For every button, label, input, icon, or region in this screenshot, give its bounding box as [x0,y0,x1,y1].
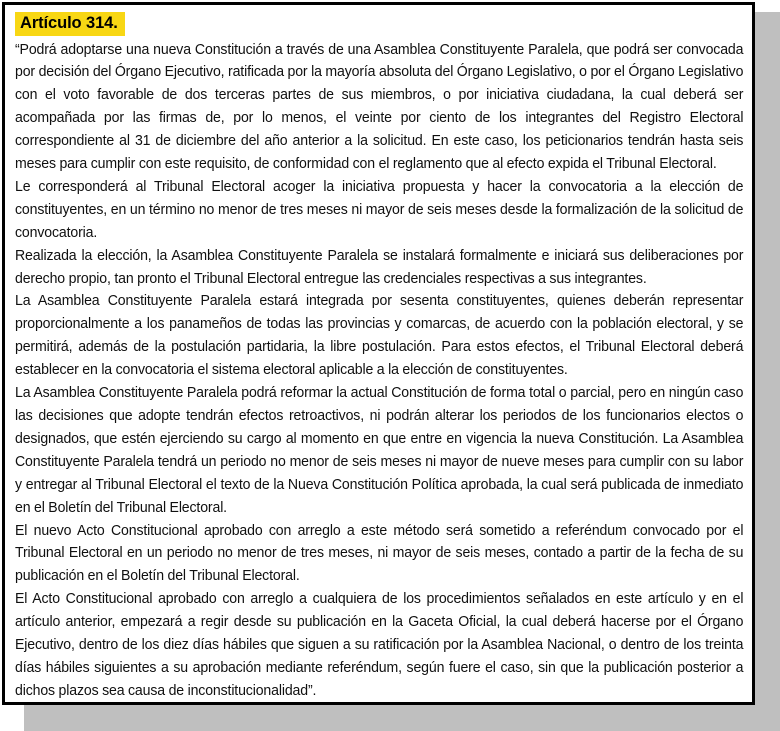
paragraph-4: La Asamblea Constituyente Paralela estará integrada por sesenta constituyentes, quienes deberán representar proporcionalmente a los panameños de todas las provincias y comarcas, de acuerdo con la población electoral, y se permitirá, además de la postulación partidaria, la libre postulación. Para estos efectos, el Tribunal Electoral deberá establecer en la convocatoria el sistema electoral aplicable a la elección de constituyentes. [15,292,744,379]
paragraph-1: “Podrá adoptarse una nueva Constitución a través de una Asamblea Constituyente Paralela, que podrá ser convocada por decisión del Órgano Ejecutivo, ratificada por la mayoría absoluta del Órgano Legislativo, o por el Órgano Legislativo con el voto favorable de dos terceras partes de sus miembros, o por iniciativa ciudadana, la cual deberá ser acompañada por las firmas de, por lo menos, el veinte por ciento de los integrantes del Registro Electoral correspondiente al 31 de diciembre del año anterior a la solicitud. En este caso, los peticionarios tendrán hasta seis meses para cumplir con este requisito, de conformidad con el reglamento que al efecto expida el Tribunal Electoral. [15,40,744,173]
paragraph-7: El Acto Constitucional aprobado con arreglo a cualquiera de los procedimientos señalados en este artículo y en el artículo anterior, empezará a regir desde su publicación en la Gaceta Oficial, la cual deberá hacerse por el Órgano Ejecutivo, dentro de los diez días hábiles que siguen a su ratificación por la Asamblea Nacional, o dentro de los treinta días hábiles siguientes a su aprobación mediante referéndum, según fuere el caso, sin que la publicación posterior a dichos plazos sea causa de inconstitucionalidad”. [15,590,744,699]
article-title-line [15,12,743,36]
paragraph-6: El nuevo Acto Constitucional aprobado con arreglo a este método será sometido a referéndum convocado por el Tribunal Electoral en un periodo no menor de tres meses, ni mayor de seis meses, contado a partir de la fecha de su publicación en el Boletín del Tribunal Electoral. [15,521,744,585]
paragraph-5: La Asamblea Constituyente Paralela podrá reformar la actual Constitución de forma total o parcial, pero en ningún caso las decisiones que adopte tendrán efectos retroactivos, ni podrán alterar los periodos de los funcionarios electos o designados, que estén ejerciendo su cargo al momento en que entre en vigencia la nueva Constitución. La Asamblea Constituyente Paralela tendrá un periodo no menor de seis meses ni mayor de nueve meses para cumplir con su labor y entregar al Tribunal Electoral el texto de la Nueva Constitución Política aprobada, la cual será publicada de inmediato en el Boletín del Tribunal Electoral. [15,384,744,516]
article-body [15,39,743,703]
page-title: Artículo 314. [15,12,125,36]
article-container [2,2,755,705]
paragraph-2: Le corresponderá al Tribunal Electoral acoger la iniciativa propuesta y hacer la convocatoria a la elección de constituyentes, en un término no menor de tres meses ni mayor de seis meses desde la formalización de la solicitud de convocatoria. [15,177,744,241]
paragraph-3: Realizada la elección, la Asamblea Constituyente Paralela se instalará formalmente e iniciará sus deliberaciones por derecho propio, tan pronto el Tribunal Electoral entregue las credenciales respectivas a sus integrantes. [15,246,744,287]
